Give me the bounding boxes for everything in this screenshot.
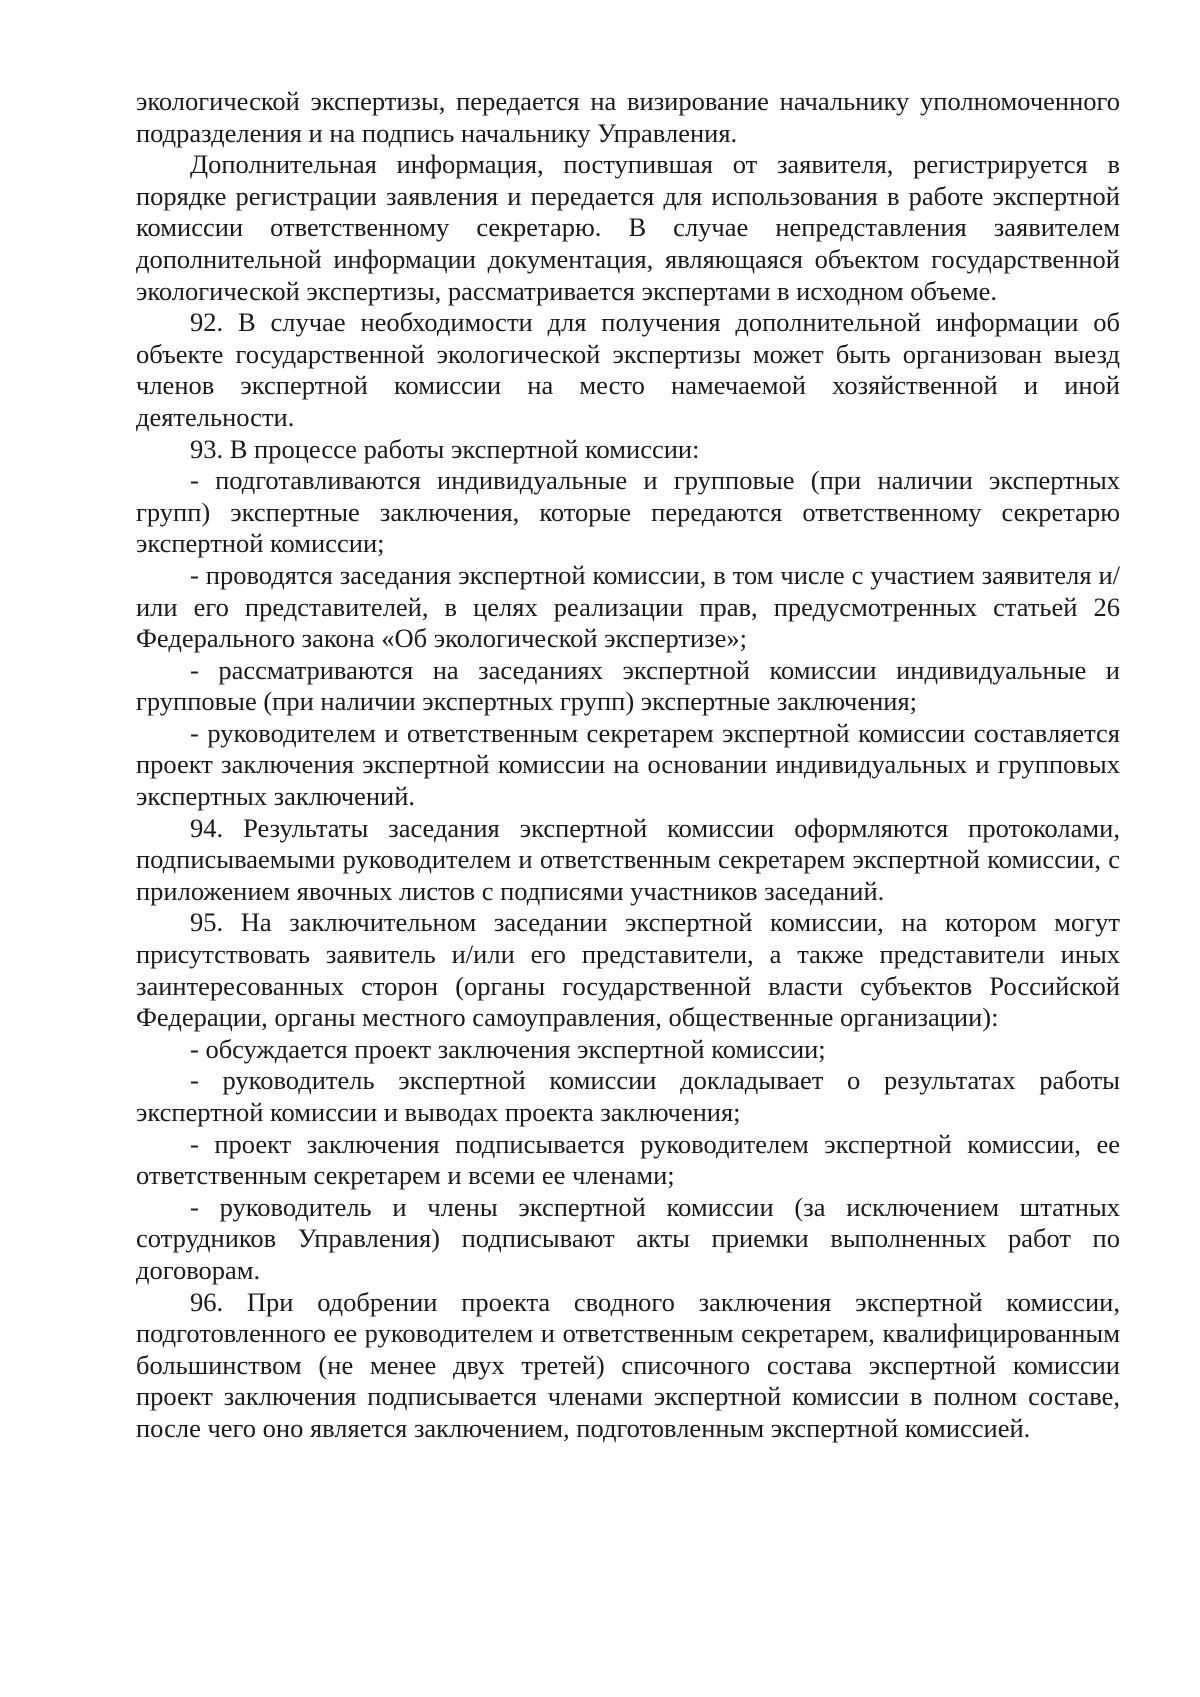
list-item: - руководитель и члены экспертной комиссии (за исключением штатных сотрудников Управления) подписывают акты приемки выполненных работ по договорам. [136, 1191, 1120, 1285]
list-item: - подготавливаются индивидуальные и групповые (при наличии экспертных групп) экспертные заключения, которые передаются ответственному секретарю экспертной комиссии; [136, 465, 1120, 559]
list-item: - проводятся заседания экспертной комиссии, в том числе с участием заявителя и/или его представителей, в целях реализации прав, предусмотренных статьей 26 Федерального закона «Об экологической экспертизе»; [136, 559, 1120, 654]
list-item: - руководителем и ответственным секретарем экспертной комиссии составляется проект заключения экспертной комиссии на основании индивидуальных и групповых экспертных заключений. [136, 717, 1120, 812]
paragraph-item-93: 93. В процессе работы экспертной комиссии: [190, 433, 700, 464]
paragraph-item-95: 95. На заключительном заседании экспертной комиссии, на котором могут присутствовать заявитель и/или его представители, а также представители иных заинтересованных сторон (органы государственной власти субъектов Российской Федерации, органы местного самоуправления, общественные организации): [136, 907, 1120, 1033]
list-item: - обсуждается проект заключения экспертной комиссии; [190, 1033, 826, 1064]
paragraph-item-94: 94. Результаты заседания экспертной комиссии оформляются протоколами, подписываемыми руководителем и ответственным секретарем экспертной комиссии, с приложением явочных листов с подписями участников заседаний. [136, 812, 1120, 906]
list-item: - проект заключения подписывается руководителем экспертной комиссии, ее ответственным секретарем и всеми ее членами; [136, 1128, 1120, 1191]
list-item: - руководитель экспертной комиссии докладывает о результатах работы экспертной комиссии и выводах проекта заключения; [136, 1065, 1120, 1127]
paragraph-item-96: 96. При одобрении проекта сводного заключения экспертной комиссии, подготовленного ее руководителем и ответственным секретарем, квалифицированным большинством (не менее двух третей) списочного состава экспертной комиссии проект заключения подписывается членами экспертной комиссии в полном составе, после чего оно является заключением, подготовленным экспертной комиссией. [136, 1286, 1120, 1443]
list-item: - рассматриваются на заседаниях экспертной комиссии индивидуальные и групповые (при наличии экспертных групп) экспертные заключения; [136, 654, 1120, 717]
paragraph-additional-info: Дополнительная информация, поступившая от заявителя, регистрируется в порядке регистрации заявления и передается для использования в работе экспертной комиссии ответственному секретарю. В случае непредставления заявителем дополнительной информации документация, являющаяся объектом государственной экологической экспертизы, рассматривается экспертами в исходном объеме. [136, 149, 1120, 306]
document-page [136, 86, 1120, 1445]
paragraph-item-92: 92. В случае необходимости для получения дополнительной информации об объекте государственной экологической экспертизы может быть организован выезд членов экспертной комиссии на место намечаемой хозяйственной и иной деятельности. [136, 307, 1120, 432]
paragraph-continuation: экологической экспертизы, передается на визирование начальнику уполномоченного подразделения и на подпись начальнику Управления. [136, 86, 1120, 148]
